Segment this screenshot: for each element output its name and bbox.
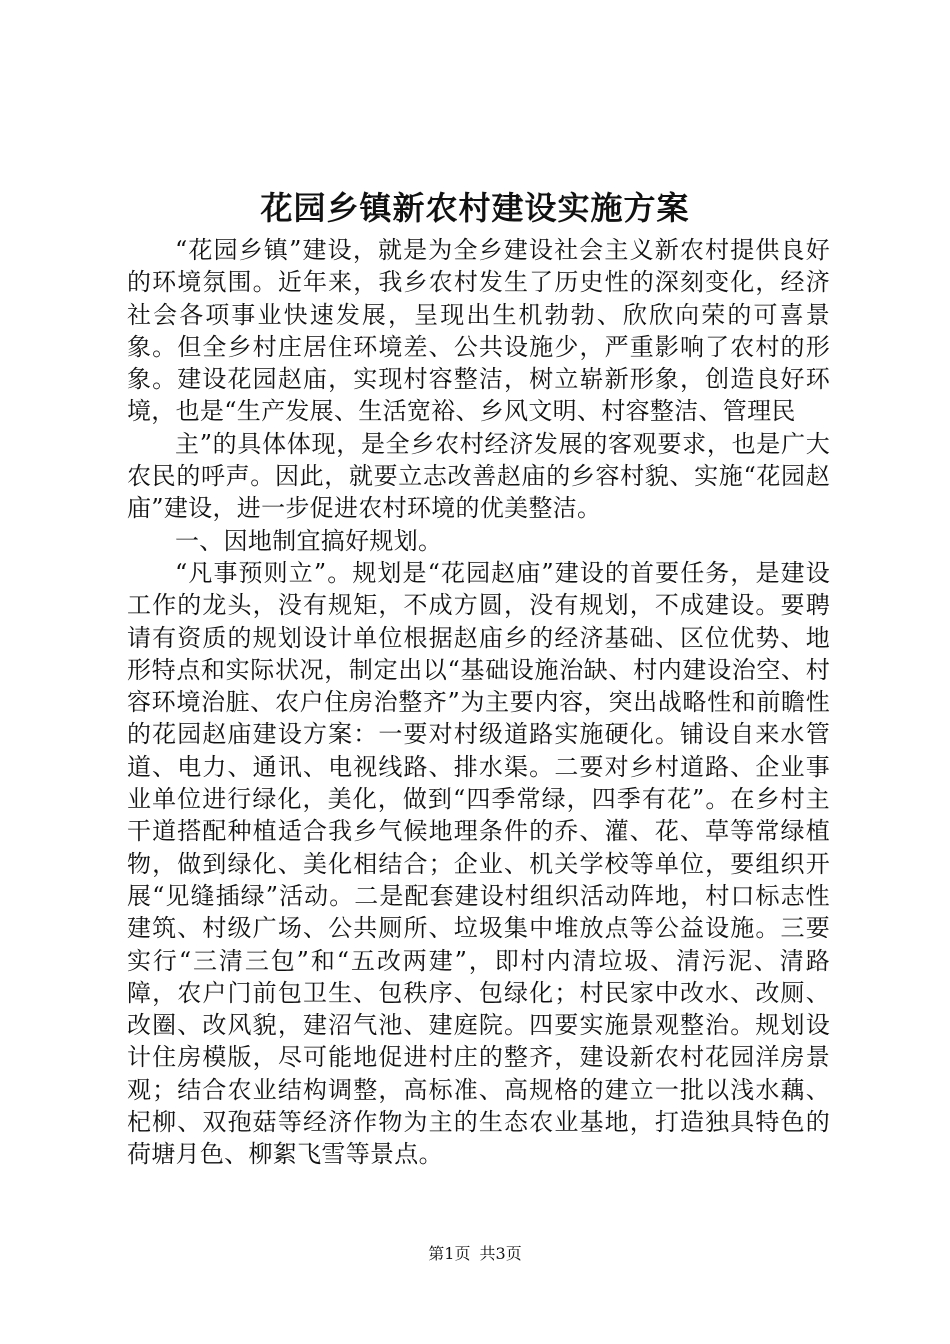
paragraph: 主”的具体体现，是全乡农村经济发展的客观要求，也是广大农民的呼声。因此，就要立志改善赵庙的乡容村貌、实施“花园赵庙”建设，进一步促进农村环境的优美整洁。	[127, 429, 830, 523]
page-number: 第1页	[428, 1244, 471, 1263]
page-total: 共3页	[479, 1244, 522, 1263]
section-heading: 一、因地制宜搞好规划。	[175, 526, 443, 555]
page-footer	[0, 1243, 950, 1265]
document-body	[127, 234, 830, 1171]
paragraph: “花园乡镇”建设，就是为全乡建设社会主义新农村提供良好的环境氛围。近年来，我乡农村发生了历史性的深刻变化，经济社会各项事业快速发展，呈现出生机勃勃、欣欣向荣的可喜景象。但全乡村庄居住环境差、公共设施少，严重影响了农村的形象。建设花园赵庙，实现村容整洁，树立崭新形象，创造良好环境，也是“生产发展、生活宽裕、乡风文明、村容整洁、管理民	[127, 236, 830, 426]
document-title: 花园乡镇新农村建设实施方案	[260, 189, 690, 227]
paragraph: “凡事预则立”。规划是“花园赵庙”建设的首要任务，是建设工作的龙头，没有规矩，不成方圆，没有规划，不成建设。要聘请有资质的规划设计单位根据赵庙乡的经济基础、区位优势、地形特点和实际状况，制定出以“基础设施治缺、村内建设治空、村容环境治脏、农户住房治整齐”为主要内容，突出战略性和前瞻性的花园赵庙建设方案：一要对村级道路实施硬化。铺设自来水管道、电力、通讯、电视线路、排水渠。二要对乡村道路、企业事业单位进行绿化，美化，做到“四季常绿，四季有花”。在乡村主干道搭配种植适合我乡气候地理条件的乔、灌、花、草等常绿植物，做到绿化、美化相结合；企业、机关学校等单位，要组织开展“见缝插绿”活动。二是配套建设村组织活动阵地，村口标志性建筑、村级广场、公共厕所、垃圾集中堆放点等公益设施。三要实行“三清三包”和“五改两建”，即村内清垃圾、清污泥、清路障，农户门前包卫生、包秩序、包绿化；村民家中改水、改厕、改圈、改风貌，建沼气池、建庭院。四要实施景观整治。规划设计住房模版，尽可能地促进村庄的整齐，建设新农村花园洋房景观；结合农业结构调整，高标准、高规格的建立一批以浅水藕、杞柳、双孢菇等经济作物为主的生态农业基地，打造独具特色的荷塘月色、柳絮飞雪等景点。	[127, 558, 830, 1169]
